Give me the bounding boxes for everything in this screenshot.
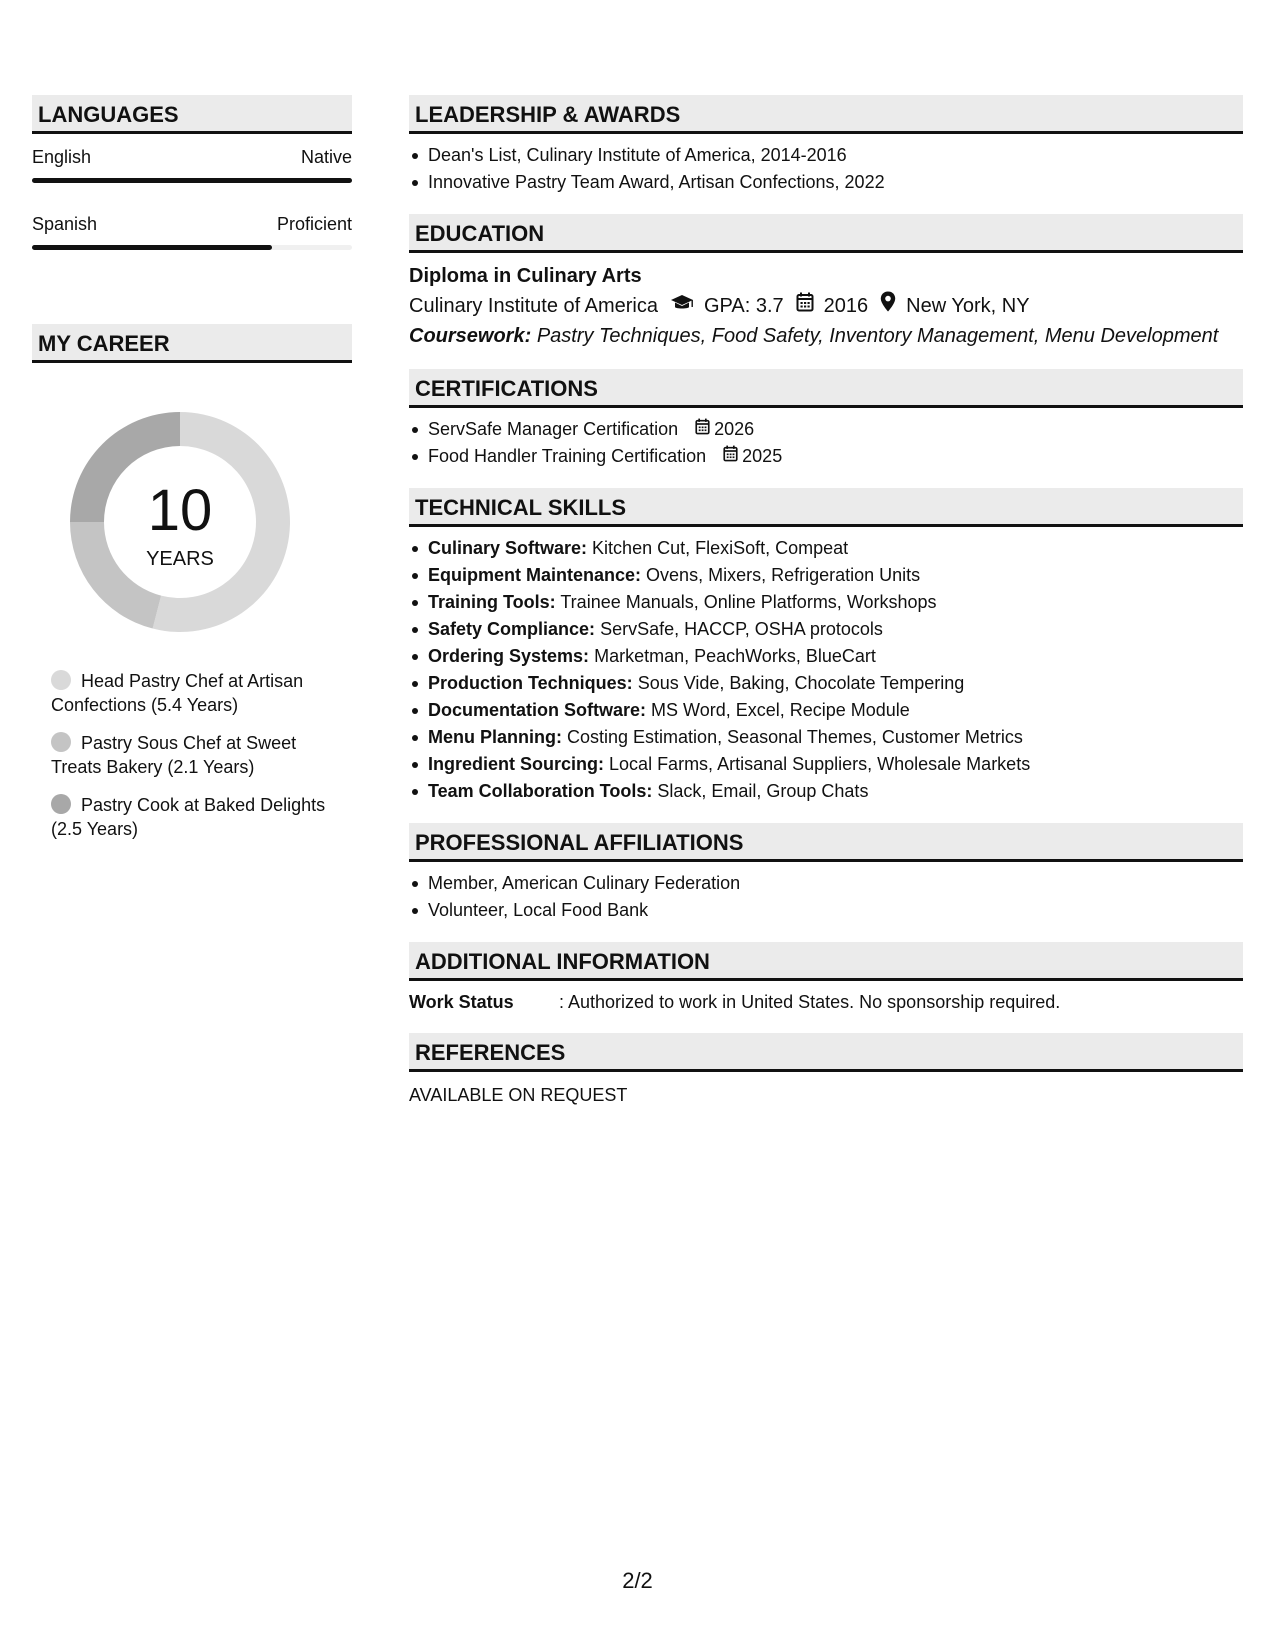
page-number: 2/2	[622, 1568, 653, 1593]
legend-dot-icon	[51, 794, 71, 814]
career-section	[32, 324, 352, 841]
skill-value: Marketman, PeachWorks, BlueCart	[594, 646, 876, 666]
affiliations-heading: PROFESSIONAL AFFILIATIONS	[409, 823, 1243, 862]
language-level: Proficient	[276, 214, 352, 234]
skill-value: ServSafe, HACCP, OSHA protocols	[600, 619, 883, 639]
career-heading: MY CAREER	[32, 324, 352, 363]
languages-heading: LANGUAGES	[32, 95, 352, 134]
career-legend-item	[51, 793, 331, 841]
certification-name: ServSafe Manager Certification	[428, 419, 679, 439]
language-item	[32, 211, 352, 250]
work-status-row	[409, 989, 1243, 1015]
career-legend-item	[51, 669, 331, 717]
language-proficiency-fill	[32, 245, 272, 250]
affiliations-section	[409, 823, 1243, 924]
education-section	[409, 214, 1243, 351]
education-heading: EDUCATION	[409, 214, 1243, 253]
additional-info-section	[409, 942, 1243, 1015]
language-proficiency-bar	[32, 245, 352, 250]
leadership-heading: LEADERSHIP & AWARDS	[409, 95, 1243, 134]
skill-value: Ovens, Mixers, Refrigeration Units	[646, 565, 921, 585]
calendar-icon	[695, 416, 714, 443]
language-name: English	[32, 147, 92, 167]
affiliation-item: Member, American Culinary Federation	[409, 870, 1243, 897]
skill-value: Local Farms, Artisanal Suppliers, Wholesale Markets	[609, 754, 1031, 774]
career-legend-item	[51, 731, 331, 779]
skill-item	[409, 778, 1243, 805]
skill-label: Ordering Systems:	[428, 646, 590, 666]
career-legend-label: Pastry Cook at Baked Delights (2.5 Years)	[51, 795, 326, 839]
skill-value: Kitchen Cut, FlexiSoft, Compeat	[592, 538, 849, 558]
education-details	[409, 291, 1243, 321]
graduation-cap-icon	[670, 291, 694, 321]
certification-year: 2026	[714, 419, 755, 439]
education-school: Culinary Institute of America	[409, 295, 658, 317]
certification-item	[409, 443, 1243, 470]
references-section	[409, 1033, 1243, 1108]
affiliation-item: Volunteer, Local Food Bank	[409, 897, 1243, 924]
skill-item	[409, 751, 1243, 778]
certification-name: Food Handler Training Certification	[428, 446, 707, 466]
certifications-section	[409, 369, 1243, 470]
calendar-icon	[796, 291, 814, 321]
skill-label: Safety Compliance:	[428, 619, 596, 639]
work-status-label: Work Status	[409, 992, 514, 1012]
career-legend	[51, 669, 331, 841]
education-location: New York, NY	[906, 295, 1030, 317]
references-text: AVAILABLE ON REQUEST	[409, 1085, 628, 1105]
skill-item	[409, 562, 1243, 589]
skill-label: Culinary Software:	[428, 538, 588, 558]
award-item: Innovative Pastry Team Award, Artisan Confections, 2022	[409, 169, 1243, 196]
language-level: Native	[300, 147, 352, 167]
skill-value: Slack, Email, Group Chats	[657, 781, 869, 801]
leadership-section	[409, 95, 1243, 196]
additional-info-heading: ADDITIONAL INFORMATION	[409, 942, 1243, 981]
technical-skills-section	[409, 488, 1243, 805]
skill-value: Costing Estimation, Seasonal Themes, Customer Metrics	[567, 727, 1023, 747]
legend-dot-icon	[51, 732, 71, 752]
skill-item	[409, 697, 1243, 724]
legend-dot-icon	[51, 670, 71, 690]
career-total-years: 10	[147, 478, 213, 543]
language-item	[32, 144, 352, 183]
language-proficiency-bar	[32, 178, 352, 183]
education-coursework	[409, 321, 1243, 351]
left-column	[32, 95, 352, 855]
career-donut-chart	[65, 407, 295, 637]
coursework-list: Pastry Techniques, Food Safety, Inventory Management, Menu Development	[536, 325, 1219, 347]
calendar-icon	[723, 443, 742, 470]
skill-item	[409, 616, 1243, 643]
award-item: Dean's List, Culinary Institute of America, 2014-2016	[409, 142, 1243, 169]
certification-year: 2025	[742, 446, 783, 466]
skill-item	[409, 535, 1243, 562]
skill-label: Team Collaboration Tools:	[428, 781, 653, 801]
skill-item	[409, 724, 1243, 751]
location-pin-icon	[880, 291, 896, 321]
skill-value: MS Word, Excel, Recipe Module	[651, 700, 910, 720]
skill-label: Menu Planning:	[428, 727, 562, 747]
skill-label: Ingredient Sourcing:	[428, 754, 605, 774]
language-name: Spanish	[32, 214, 98, 234]
career-legend-label: Head Pastry Chef at Artisan Confections (5.4 Years)	[51, 671, 304, 715]
education-degree: Diploma in Culinary Arts	[409, 265, 642, 287]
technical-skills-heading: TECHNICAL SKILLS	[409, 488, 1243, 527]
education-gpa: GPA: 3.7	[704, 295, 784, 317]
language-proficiency-fill	[32, 178, 352, 183]
right-column	[409, 95, 1243, 1126]
work-status-value: : Authorized to work in United States. No sponsorship required.	[559, 992, 1061, 1012]
skill-item	[409, 670, 1243, 697]
certification-item	[409, 416, 1243, 443]
skill-item	[409, 589, 1243, 616]
skill-label: Production Techniques:	[428, 673, 633, 693]
coursework-label: Coursework:	[409, 325, 532, 347]
skill-label: Equipment Maintenance:	[428, 565, 642, 585]
skill-value: Sous Vide, Baking, Chocolate Tempering	[637, 673, 965, 693]
career-legend-label: Pastry Sous Chef at Sweet Treats Bakery (2.1 Years)	[51, 733, 297, 777]
certifications-heading: CERTIFICATIONS	[409, 369, 1243, 408]
career-years-unit: YEARS	[146, 548, 214, 570]
skill-label: Training Tools:	[428, 592, 556, 612]
references-heading: REFERENCES	[409, 1033, 1243, 1072]
skill-value: Trainee Manuals, Online Platforms, Workshops	[560, 592, 937, 612]
skill-item	[409, 643, 1243, 670]
skill-label: Documentation Software:	[428, 700, 647, 720]
education-year: 2016	[823, 295, 869, 317]
